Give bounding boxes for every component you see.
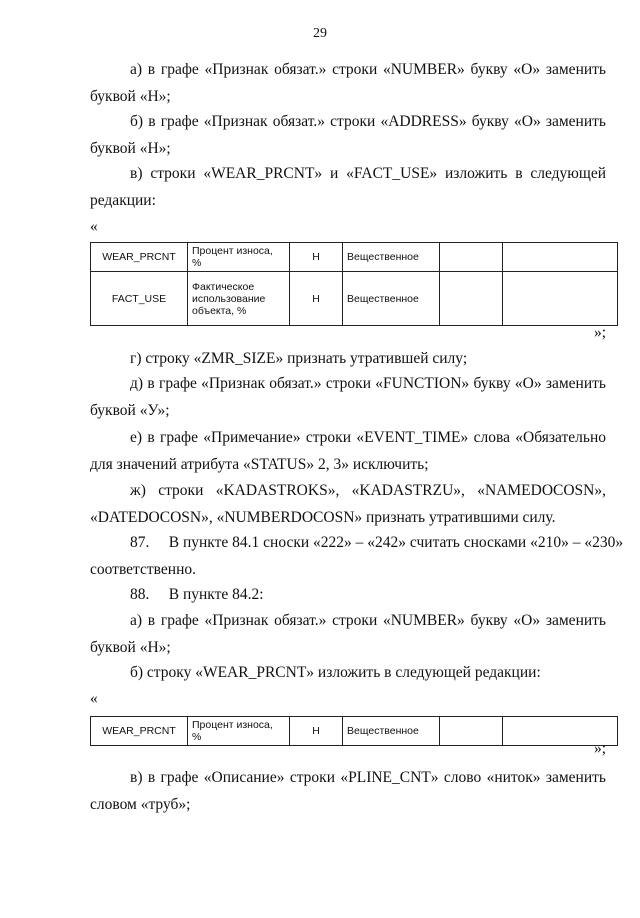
cell-type: Вещественное	[343, 272, 440, 326]
paragraph-b-address	[90, 108, 606, 162]
paragraph-line: а) в графе «Признак обязат.» строки «NUMBER» букву «О» заменить	[130, 61, 606, 78]
cell-empty	[440, 272, 503, 326]
opening-quote: «	[90, 218, 98, 235]
cell-code: WEAR_PRCNT	[91, 717, 188, 746]
cell-required: Н	[290, 243, 343, 272]
paragraph-line: ж) строки «KADASTROKS», «KADASTRZU», «NAMEDOCOSN»,	[130, 482, 606, 499]
paragraph-line: буквой «Н»;	[90, 639, 171, 656]
cell-empty	[503, 272, 618, 326]
paragraph-line: словом «труб»;	[90, 796, 191, 813]
cell-name: Процент износа, %	[188, 717, 290, 746]
paragraph-line: буквой «У»;	[90, 402, 170, 419]
paragraph-d-function	[90, 370, 606, 424]
paragraph-line: а) в графе «Признак обязат.» строки «NUMBER» букву «О» заменить	[130, 612, 606, 629]
paragraph-line: 88. В пункте 84.2:	[130, 586, 264, 603]
paragraph-line: д) в графе «Признак обязат.» строки «FUNCTION» букву «О» заменить	[130, 375, 606, 392]
table-row	[91, 243, 618, 272]
attributes-table-1	[90, 242, 618, 326]
paragraph-line: буквой «Н»;	[90, 140, 171, 157]
cell-empty	[440, 717, 503, 746]
cell-required: Н	[290, 717, 343, 746]
paragraph-88-b-wear	[90, 659, 606, 686]
cell-required: Н	[290, 272, 343, 326]
closing-quote: »;	[593, 740, 606, 757]
cell-name: Фактическое использование объекта, %	[188, 272, 290, 326]
paragraph-line: б) в графе «Признак обязат.» строки «ADDRESS» букву «О» заменить	[130, 113, 606, 130]
paragraph-line: г) строку «ZMR_SIZE» признать утратившей силу;	[130, 350, 468, 367]
cell-empty	[503, 243, 618, 272]
cell-name: Процент износа, %	[188, 243, 290, 272]
paragraph-88	[90, 581, 606, 608]
paragraph-line: е) в графе «Примечание» строки «EVENT_TIME» слова «Обязательно	[130, 429, 606, 446]
paragraph-g-zmr-size	[90, 345, 606, 372]
cell-type: Вещественное	[343, 243, 440, 272]
paragraph-v-wear-fact	[90, 160, 606, 214]
paragraph-line: в) строки «WEAR_PRCNT» и «FACT_USE» изложить в следующей	[130, 165, 606, 182]
paragraph-line: соответственно.	[90, 561, 196, 578]
opening-quote: «	[90, 690, 98, 707]
paragraph-line: 87. В пункте 84.1 сноски «222» – «242» считать сносками «210» – «230»	[130, 534, 624, 551]
cell-type: Вещественное	[343, 717, 440, 746]
paragraph-88-v-pline	[90, 764, 606, 818]
cell-code: FACT_USE	[91, 272, 188, 326]
table-row	[91, 272, 618, 326]
paragraph-line: для значений атрибута «STATUS» 2, 3» исключить;	[90, 456, 429, 473]
attributes-table-2	[90, 716, 618, 746]
page-number: 29	[313, 26, 327, 41]
closing-quote: »;	[593, 324, 606, 341]
paragraph-line: редакции:	[90, 192, 156, 209]
paragraph-line: буквой «Н»;	[90, 88, 171, 105]
paragraph-88-a-number	[90, 607, 606, 661]
paragraph-a-number	[90, 56, 606, 110]
paragraph-87	[90, 529, 624, 583]
paragraph-line: б) строку «WEAR_PRCNT» изложить в следующей редакции:	[130, 664, 541, 681]
paragraph-e-event-time	[90, 424, 606, 478]
cell-code: WEAR_PRCNT	[91, 243, 188, 272]
paragraph-line: «DATEDOCOSN», «NUMBERDOCOSN» признать утратившими силу.	[90, 509, 556, 526]
table-row	[91, 717, 618, 746]
paragraph-zh-kadastr	[90, 477, 606, 531]
paragraph-line: в) в графе «Описание» строки «PLINE_CNT» слово «ниток» заменить	[130, 769, 606, 786]
cell-empty	[440, 243, 503, 272]
